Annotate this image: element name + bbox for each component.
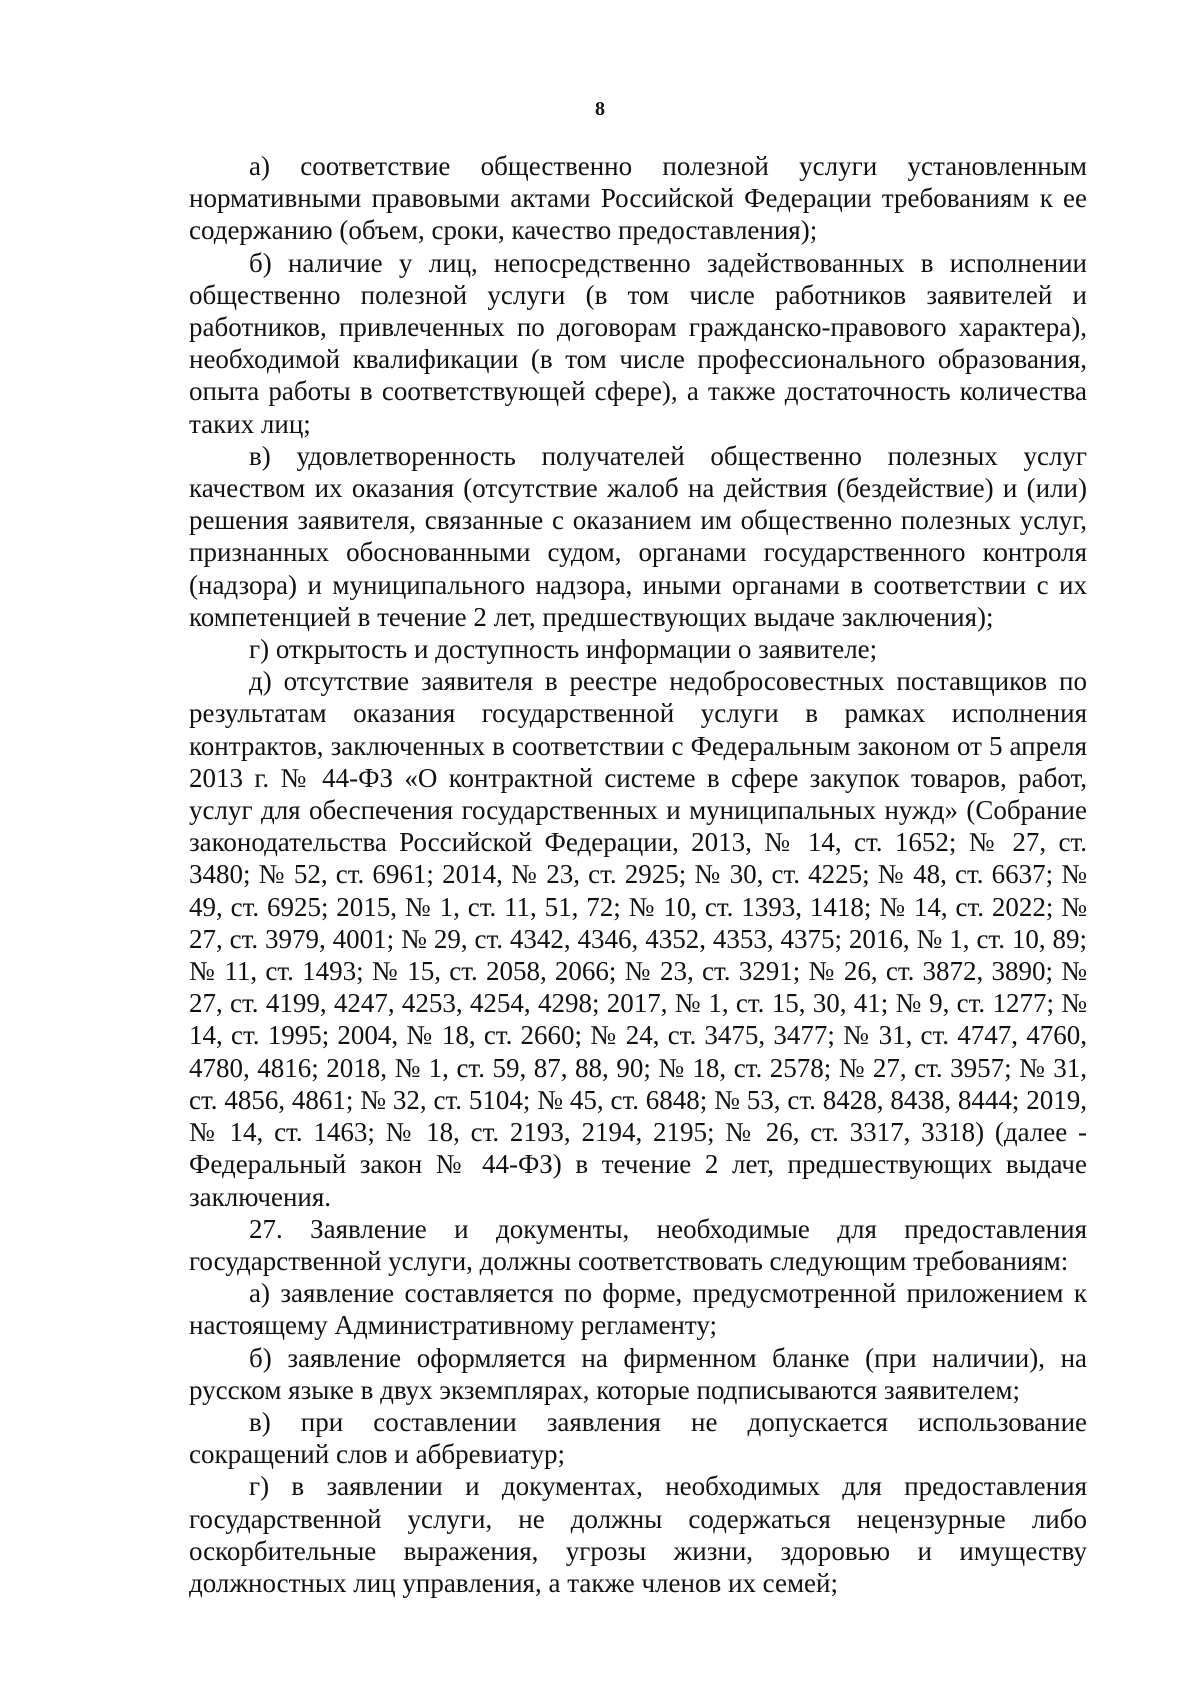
paragraph-27a-application-form: а) заявление составляется по форме, предусмотренной приложением к настоящему Административному регламенту; [189,1278,1087,1341]
page-number: 8 [595,98,605,120]
paragraph-g-information-openness: г) открытость и доступность информации о заявителе; [249,634,878,665]
paragraph-27-document-requirements: 27. Заявление и документы, необходимые для предоставления государственной услуги, должны соответствовать следующим требованиям: [189,1213,1087,1276]
paragraph-b-staff-qualification: б) наличие у лиц, непосредственно задействованных в исполнении общественно полезной услуги (в том числе работников заявителей и работников, привлеченных по договорам гражданско-правового характера), необходимой квалификации (в том числе профессионального образования, опыта работы в соответствующей сфере), а также достаточность количества таких лиц; [189,247,1087,439]
paragraph-d-supplier-registry: д) отсутствие заявителя в реестре недобросовестных поставщиков по результатам оказания государственной услуги в рамках исполнения контрактов, заключенных в соответствии с Федеральным законом от 5 апреля 2013 г. № 44-ФЗ «О контрактной системе в сфере закупок товаров, работ, услуг для обеспечения государственных и муниципальных нужд» (Собрание законодательства Российской Федерации, 2013, № 14, ст. 1652; № 27, ст. 3480; № 52, ст. 6961; 2014, № 23, ст. 2925; № 30, ст. 4225; № 48, ст. 6637; № 49, ст. 6925; 2015, № 1, ст. 11, 51, 72; № 10, ст. 1393, 1418; № 14, ст. 2022; № 27, ст. 3979, 4001; № 29, ст. 4342, 4346, 4352, 4353, 4375; 2016, № 1, ст. 10, 89; № 11, ст. 1493; № 15, ст. 2058, 2066; № 23, ст. 3291; № 26, ст. 3872, 3890; № 27, ст. 4199, 4247, 4253, 4254, 4298; 2017, № 1, ст. 15, 30, 41; № 9, ст. 1277; № 14, ст. 1995; 2004, № 18, ст. 2660; № 24, ст. 3475, 3477; № 31, ст. 4747, 4760, 4780, 4816; 2018, № 1, ст. 59, 87, 88, 90; № 18, ст. 2578; № 27, ст. 3957; № 31, ст. 4856, 4861; № 32, ст. 5104; № 45, ст. 6848; № 53, ст. 8428, 8438, 8444; 2019, № 14, ст. 1463; № 18, ст. 2193, 2194, 2195; № 26, ст. 3317, 3318) (далее - Федеральный закон № 44-ФЗ) в течение 2 лет, предшествующих выдаче заключения. [189,666,1087,1212]
paragraph-a-service-compliance: а) соответствие общественно полезной услуги установленным нормативными правовыми актами Российской Федерации требованиям к ее содержанию (объем, сроки, качество предоставления); [189,151,1087,246]
paragraph-27v-no-abbreviations: в) при составлении заявления не допускается использование сокращений слов и аббревиатур; [189,1406,1087,1470]
paragraph-v-recipient-satisfaction: в) удовлетворенность получателей общественно полезных услуг качеством их оказания (отсутствие жалоб на действия (бездействие) и (или) решения заявителя, связанные с оказанием им общественно полезных услуг, признанных обоснованными судом, органами государственного контроля (надзора) и муниципального надзора, иными органами в соответствии с их компетенцией в течение 2 лет, предшествующих выдаче заключения); [189,440,1087,632]
paragraph-27g-no-offensive-content: г) в заявлении и документах, необходимых для предоставления государственной услуги, не должны содержаться нецензурные либо оскорбительные выражения, угрозы жизни, здоровью и имуществу должностных лиц управления, а также членов их семей; [189,1471,1087,1598]
document-body [189,150,1087,1599]
paragraph-27b-letterhead: б) заявление оформляется на фирменном бланке (при наличии), на русском языке в двух экземплярах, которые подписываются заявителем; [189,1342,1087,1405]
